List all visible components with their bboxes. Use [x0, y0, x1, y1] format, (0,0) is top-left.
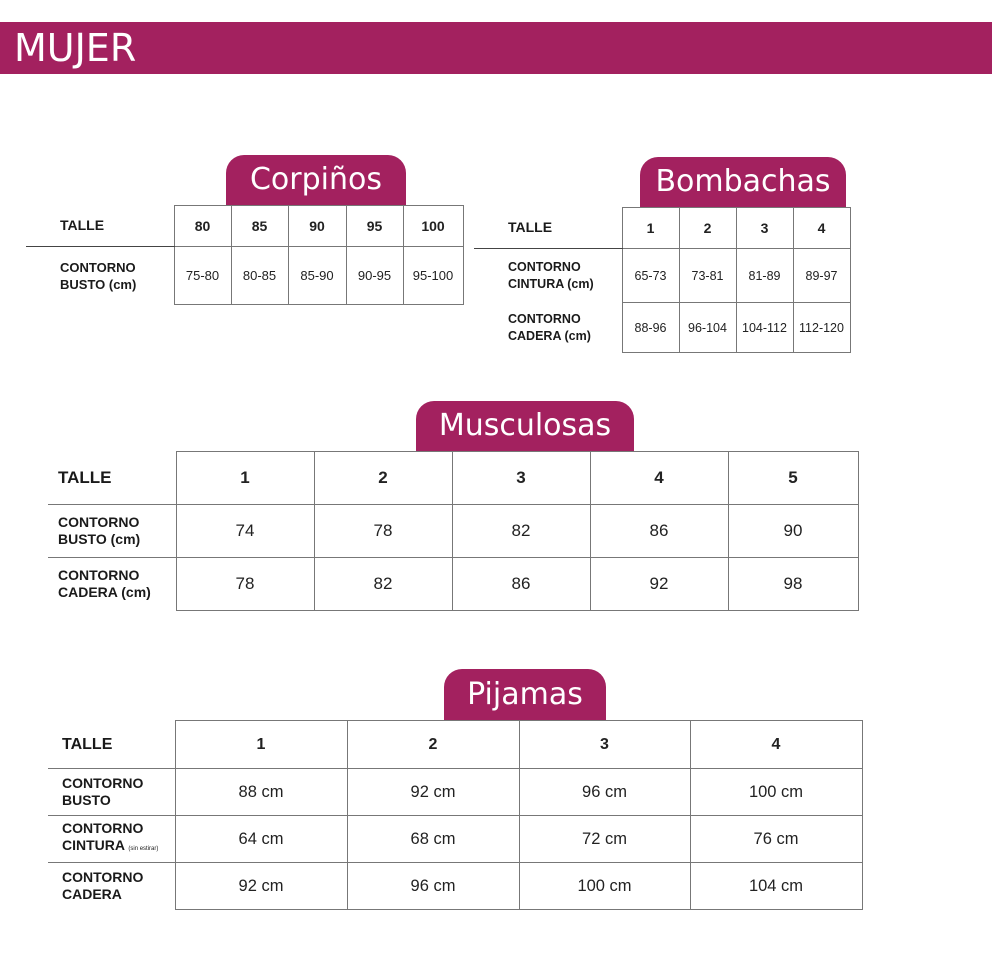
value-cell: 92 [590, 558, 728, 611]
size-cell: 2 [314, 452, 452, 505]
value-cell: 76 cm [690, 816, 862, 863]
row-label [48, 863, 175, 910]
size-cell: 4 [793, 208, 850, 249]
value-cell: 82 [452, 505, 590, 558]
size-cell: 5 [728, 452, 858, 505]
pijamas-title-tab [444, 669, 606, 720]
size-cell: 1 [175, 721, 347, 769]
value-cell: 64 cm [175, 816, 347, 863]
value-cell: 73-81 [679, 249, 736, 303]
size-cell: 3 [519, 721, 690, 769]
value-cell: 68 cm [347, 816, 519, 863]
row-label-line-1: CONTORNO [58, 567, 140, 584]
value-cell: 96-104 [679, 303, 736, 353]
value-cell: 81-89 [736, 249, 793, 303]
row-label-line-2: CADERA [62, 886, 122, 903]
size-cell: 100 [403, 206, 463, 247]
pijamas-busto-row [48, 769, 862, 816]
pijamas-cadera-row [48, 863, 862, 910]
bombachas-cintura-row [474, 249, 850, 303]
size-cell: 85 [231, 206, 288, 247]
value-cell: 82 [314, 558, 452, 611]
size-cell: 4 [690, 721, 862, 769]
row-label-line-2: CINTURA (cm) [508, 276, 594, 291]
row-label [48, 558, 176, 611]
value-cell: 98 [728, 558, 858, 611]
corpinos-busto-row [26, 247, 463, 305]
value-cell: 104-112 [736, 303, 793, 353]
value-cell: 100 cm [690, 769, 862, 816]
talle-label: TALLE [26, 206, 174, 247]
value-cell: 90 [728, 505, 858, 558]
value-cell: 75-80 [174, 247, 231, 305]
row-label [48, 769, 175, 816]
value-cell: 85-90 [288, 247, 346, 305]
row-label-line-2: BUSTO (cm) [60, 276, 137, 292]
row-label-line-2: CINTURA [62, 837, 125, 853]
value-cell: 112-120 [793, 303, 850, 353]
value-cell: 72 cm [519, 816, 690, 863]
value-cell: 92 cm [347, 769, 519, 816]
value-cell: 90-95 [346, 247, 403, 305]
corpinos-title-tab [226, 155, 406, 205]
pijamas-cintura-row [48, 816, 862, 863]
value-cell: 88-96 [622, 303, 679, 353]
value-cell: 95-100 [403, 247, 463, 305]
talle-label: TALLE [62, 735, 113, 753]
bombachas-title-tab [640, 157, 846, 207]
value-cell: 80-85 [231, 247, 288, 305]
bombachas-title: Bombachas [655, 164, 831, 199]
size-cell: 90 [288, 206, 346, 247]
value-cell: 100 cm [519, 863, 690, 910]
musculosas-size-table [48, 451, 859, 611]
row-label-line-1: CONTORNO [62, 820, 144, 836]
row-label-line-2: BUSTO [62, 792, 111, 808]
musculosas-title: Musculosas [438, 408, 612, 443]
row-label-line-1: CONTORNO [508, 259, 581, 274]
size-cell: 3 [452, 452, 590, 505]
corpinos-header-row [26, 206, 463, 247]
page-title: MUJER [14, 26, 137, 70]
row-label-line-1: CONTORNO [62, 775, 144, 791]
pijamas-size-table [48, 720, 863, 910]
bombachas-size-table [474, 207, 851, 353]
pijamas-header-row [48, 721, 862, 769]
size-cell: 2 [347, 721, 519, 769]
value-cell: 65-73 [622, 249, 679, 303]
row-label [48, 505, 176, 558]
value-cell: 78 [314, 505, 452, 558]
bombachas-header-row [474, 208, 850, 249]
row-label [26, 247, 174, 305]
value-cell: 92 cm [175, 863, 347, 910]
row-label-line-1: CONTORNO [58, 514, 140, 530]
value-cell: 86 [452, 558, 590, 611]
value-cell: 74 [176, 505, 314, 558]
value-cell: 86 [590, 505, 728, 558]
value-cell: 89-97 [793, 249, 850, 303]
size-cell: 80 [174, 206, 231, 247]
size-cell: 1 [176, 452, 314, 505]
pijamas-title: Pijamas [467, 677, 583, 712]
talle-label: TALLE [58, 468, 112, 488]
bombachas-cadera-row [474, 303, 850, 353]
corpinos-title: Corpiños [249, 162, 382, 197]
row-label [48, 816, 175, 863]
value-cell: 96 cm [519, 769, 690, 816]
row-label-note: (sin estirar) [128, 846, 159, 852]
musculosas-cadera-row [48, 558, 858, 611]
row-label-line-2: BUSTO (cm) [58, 531, 141, 547]
row-label [474, 303, 622, 353]
value-cell: 88 cm [175, 769, 347, 816]
musculosas-header-row [48, 452, 858, 505]
row-label-line-1: CONTORNO [508, 311, 581, 326]
size-cell: 3 [736, 208, 793, 249]
header-banner [0, 22, 992, 74]
value-cell: 104 cm [690, 863, 862, 910]
corpinos-size-table [26, 205, 464, 305]
size-cell: 2 [679, 208, 736, 249]
value-cell: 78 [176, 558, 314, 611]
row-label-line-2: CADERA (cm) [58, 584, 151, 601]
musculosas-busto-row [48, 505, 858, 558]
value-cell: 96 cm [347, 863, 519, 910]
talle-label: TALLE [474, 208, 622, 249]
size-cell: 4 [590, 452, 728, 505]
row-label-line-1: CONTORNO [60, 259, 136, 275]
row-label [474, 249, 622, 303]
row-label-line-2: CADERA (cm) [508, 328, 591, 343]
row-label-line-1: CONTORNO [62, 869, 144, 886]
size-cell: 1 [622, 208, 679, 249]
size-cell: 95 [346, 206, 403, 247]
musculosas-title-tab [416, 401, 634, 451]
